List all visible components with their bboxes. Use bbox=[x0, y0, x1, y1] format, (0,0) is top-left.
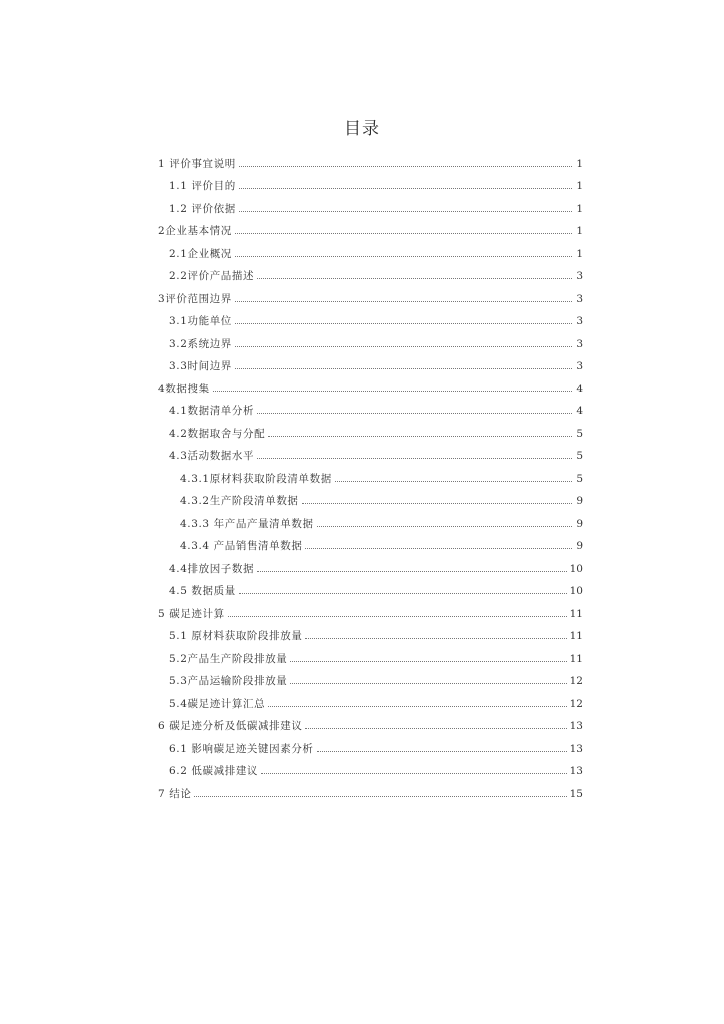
toc-entry-title: 6 碳足迹分析及低碳减排建议 bbox=[158, 720, 303, 732]
toc-dot-leader bbox=[235, 345, 572, 347]
toc-entry[interactable] bbox=[158, 755, 583, 778]
toc-dot-leader bbox=[235, 232, 572, 234]
toc-entry-title: 4.3.1原材料获取阶段清单数据 bbox=[180, 472, 332, 485]
toc-title: 目录 bbox=[344, 119, 380, 139]
toc-entry-title: 3.1功能单位 bbox=[169, 315, 232, 327]
toc-entry[interactable] bbox=[158, 260, 583, 283]
toc-entry[interactable] bbox=[158, 777, 583, 800]
toc-dot-leader bbox=[235, 322, 572, 324]
toc-dot-leader bbox=[239, 187, 572, 189]
toc-dot-leader bbox=[228, 615, 567, 617]
toc-dot-leader bbox=[257, 570, 567, 572]
toc-entry-title: 3.2系统边界 bbox=[169, 337, 232, 350]
toc-dot-leader bbox=[268, 435, 572, 437]
toc-entry-page-number: 3 bbox=[576, 337, 583, 350]
toc-entry-page-number: 1 bbox=[576, 157, 583, 170]
toc-entry[interactable] bbox=[158, 462, 583, 485]
toc-entry-page-number: 9 bbox=[576, 517, 583, 530]
toc-entry[interactable] bbox=[158, 552, 583, 575]
toc-entry-title: 4.3.3 年产品产量清单数据 bbox=[180, 517, 314, 530]
toc-entry[interactable] bbox=[158, 417, 583, 440]
toc-entry-page-number: 3 bbox=[576, 360, 583, 372]
toc-entry[interactable] bbox=[158, 732, 583, 755]
toc-dot-leader bbox=[305, 727, 566, 729]
toc-entry-title: 4.3.4 产品销售清单数据 bbox=[180, 540, 303, 552]
toc-dot-leader bbox=[290, 660, 566, 662]
toc-entry-title: 3.3时间边界 bbox=[169, 360, 232, 372]
toc-dot-leader bbox=[235, 367, 572, 369]
toc-entry-page-number: 4 bbox=[576, 382, 583, 395]
toc-dot-leader bbox=[239, 592, 567, 594]
toc-dot-leader bbox=[261, 772, 567, 774]
toc-entry[interactable] bbox=[158, 687, 583, 710]
toc-entry-page-number: 1 bbox=[576, 247, 583, 260]
toc-entry-title: 4.2数据取舍与分配 bbox=[169, 427, 266, 440]
toc-entry-page-number: 9 bbox=[576, 540, 583, 552]
toc-entry-title: 5.1 原材料获取阶段排放量 bbox=[169, 630, 303, 642]
toc-entry[interactable] bbox=[158, 395, 583, 418]
toc-entry-page-number: 3 bbox=[576, 270, 583, 282]
toc-entry-title: 2.2评价产品描述 bbox=[169, 270, 255, 282]
toc-entry-page-number: 3 bbox=[576, 315, 583, 327]
toc-entry-page-number: 13 bbox=[569, 742, 583, 755]
toc-entry-title: 4.3活动数据水平 bbox=[169, 450, 255, 462]
toc-entry[interactable] bbox=[158, 710, 583, 733]
toc-entry[interactable] bbox=[158, 597, 583, 620]
toc-dot-leader bbox=[239, 165, 572, 167]
toc-entry-page-number: 12 bbox=[569, 697, 583, 710]
toc-entry[interactable] bbox=[158, 642, 583, 665]
toc-entry-title: 6.1 影响碳足迹关键因素分析 bbox=[169, 742, 314, 755]
toc-dot-leader bbox=[257, 277, 572, 279]
toc-entry[interactable] bbox=[158, 530, 583, 553]
toc-dot-leader bbox=[317, 525, 572, 527]
toc-entry-page-number: 1 bbox=[576, 225, 583, 237]
toc-entry[interactable] bbox=[158, 620, 583, 643]
toc-dot-leader bbox=[302, 502, 572, 504]
toc-entry-title: 2.1企业概况 bbox=[169, 247, 232, 260]
toc-entry[interactable] bbox=[158, 147, 583, 170]
toc-entry-page-number: 13 bbox=[569, 720, 583, 732]
toc-entry-title: 4.1数据清单分析 bbox=[169, 405, 255, 417]
toc-entry[interactable] bbox=[158, 440, 583, 463]
toc-entry-page-number: 10 bbox=[569, 585, 583, 597]
toc-entry-page-number: 5 bbox=[576, 427, 583, 440]
toc-entry[interactable] bbox=[158, 372, 583, 395]
toc-entry-page-number: 12 bbox=[569, 675, 583, 687]
toc-dot-leader bbox=[305, 637, 566, 639]
toc-entry[interactable] bbox=[158, 327, 583, 350]
toc-entry-title: 5.3产品运输阶段排放量 bbox=[169, 675, 288, 687]
toc-dot-leader bbox=[235, 255, 572, 257]
toc-dot-leader bbox=[268, 705, 566, 707]
toc-entry[interactable] bbox=[158, 282, 583, 305]
toc-entry-page-number: 11 bbox=[569, 652, 583, 665]
toc-entry-title: 5.4碳足迹计算汇总 bbox=[169, 697, 266, 710]
toc-entry-page-number: 4 bbox=[576, 405, 583, 417]
toc-entry-title: 1 评价事宜说明 bbox=[158, 157, 236, 170]
toc-entry-page-number: 11 bbox=[569, 607, 583, 620]
toc-entry[interactable] bbox=[158, 575, 583, 598]
toc-entry-page-number: 13 bbox=[569, 765, 583, 777]
toc-entry-title: 2企业基本情况 bbox=[158, 225, 232, 237]
toc-entry[interactable] bbox=[158, 215, 583, 238]
toc-entry-title: 4.5 数据质量 bbox=[169, 585, 236, 597]
toc-dot-leader bbox=[335, 480, 572, 482]
toc-dot-leader bbox=[305, 547, 572, 549]
toc-entry[interactable] bbox=[158, 237, 583, 260]
toc-dot-leader bbox=[239, 210, 572, 212]
toc-entry-page-number: 1 bbox=[576, 202, 583, 215]
toc-entry-title: 4.3.2生产阶段清单数据 bbox=[180, 495, 299, 507]
toc-entry-page-number: 1 bbox=[576, 180, 583, 192]
toc-entry[interactable] bbox=[158, 170, 583, 193]
toc-entry-page-number: 5 bbox=[576, 450, 583, 462]
toc-entry-title: 4.4排放因子数据 bbox=[169, 562, 255, 575]
toc-entry-title: 7 结论 bbox=[158, 787, 192, 800]
toc-entry-title: 6.2 低碳减排建议 bbox=[169, 765, 259, 777]
toc-dot-leader bbox=[194, 795, 566, 797]
toc-dot-leader bbox=[290, 682, 566, 684]
toc-entry-title: 3评价范围边界 bbox=[158, 292, 232, 305]
toc-entry-title: 5 碳足迹计算 bbox=[158, 607, 225, 620]
toc-entry-page-number: 5 bbox=[576, 472, 583, 485]
toc-entry-page-number: 3 bbox=[576, 292, 583, 305]
toc-dot-leader bbox=[213, 390, 572, 392]
toc-entry[interactable] bbox=[158, 305, 583, 328]
toc-entry-page-number: 10 bbox=[569, 562, 583, 575]
toc-entry[interactable] bbox=[158, 665, 583, 688]
toc-entry[interactable] bbox=[158, 485, 583, 508]
toc-list bbox=[158, 147, 583, 800]
toc-entry-title: 5.2产品生产阶段排放量 bbox=[169, 652, 288, 665]
toc-entry-title: 1.1 评价目的 bbox=[169, 180, 236, 192]
toc-entry[interactable] bbox=[158, 192, 583, 215]
toc-entry-title: 1.2 评价依据 bbox=[169, 202, 236, 215]
toc-entry-page-number: 15 bbox=[569, 787, 583, 800]
toc-entry-title: 4数据搜集 bbox=[158, 382, 210, 395]
toc-dot-leader bbox=[235, 300, 572, 302]
toc-dot-leader bbox=[257, 412, 572, 414]
toc-entry-page-number: 9 bbox=[576, 495, 583, 507]
toc-entry[interactable] bbox=[158, 350, 583, 373]
toc-dot-leader bbox=[317, 750, 567, 752]
toc-entry-page-number: 11 bbox=[569, 630, 583, 642]
toc-dot-leader bbox=[257, 457, 572, 459]
toc-entry[interactable] bbox=[158, 507, 583, 530]
